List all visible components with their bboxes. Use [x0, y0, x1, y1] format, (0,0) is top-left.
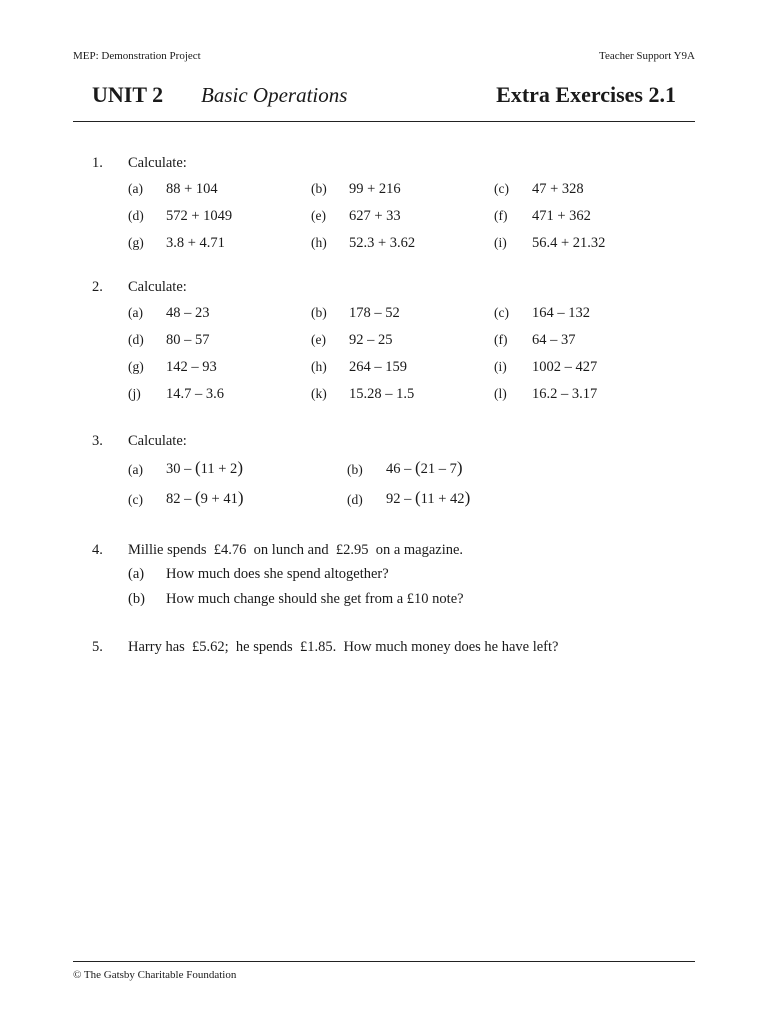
question-number: 4.	[92, 542, 103, 558]
item-label: (i)	[494, 359, 507, 374]
footer-rule	[73, 961, 695, 962]
item-label: (d)	[128, 332, 144, 347]
item-minuend: 92	[386, 491, 401, 507]
item-minuend: 82	[166, 491, 181, 507]
question-prompt: Calculate:	[128, 433, 187, 449]
item-minuend: 30	[166, 461, 181, 477]
item-label: (a)	[128, 462, 143, 477]
item-expression: 471 + 362	[532, 208, 591, 224]
item-expression: 92 – 25	[349, 332, 393, 348]
item-bracket-content: 11 + 2	[200, 461, 238, 477]
item-label: (b)	[347, 462, 363, 477]
question-prompt: Calculate:	[128, 279, 187, 295]
part-text: How much does she spend altogether?	[166, 566, 389, 582]
item-label: (h)	[311, 235, 327, 250]
item-label: (d)	[347, 492, 363, 507]
item-label: (f)	[494, 208, 508, 223]
item-expression: 15.28 – 1.5	[349, 386, 415, 402]
item-expression: 3.8 + 4.71	[166, 235, 225, 251]
item-expression: 99 + 216	[349, 181, 401, 197]
item-expression: 52.3 + 3.62	[349, 235, 416, 251]
header-left: MEP: Demonstration Project	[73, 50, 201, 62]
item-expression: 64 – 37	[532, 332, 576, 348]
item-label: (j)	[128, 386, 141, 401]
item-bracket-content: 21 – 7	[420, 461, 457, 477]
item-expression: 572 + 1049	[166, 208, 233, 224]
item-label: (c)	[128, 492, 143, 507]
item-expression: 164 – 132	[532, 305, 590, 321]
question-number: 1.	[92, 155, 103, 171]
item-label: (f)	[494, 332, 508, 347]
item-label: (e)	[311, 208, 326, 223]
part-text: How much change should she get from a £10 note?	[166, 591, 464, 607]
item-expression: 264 – 159	[349, 359, 407, 375]
item-label: (i)	[494, 235, 507, 250]
unit-title: UNIT 2	[92, 82, 164, 107]
question-number: 3.	[92, 433, 103, 449]
item-expression: 47 + 328	[532, 181, 584, 197]
footer-copyright: © The Gatsby Charitable Foundation	[73, 969, 237, 981]
item-expression: 1002 – 427	[532, 359, 598, 375]
question-number: 2.	[92, 279, 103, 295]
item-label: (h)	[311, 359, 327, 374]
item-expression: 16.2 – 3.17	[532, 386, 598, 402]
item-expression: 92 – (11 + 42)	[386, 488, 471, 507]
header-right: Teacher Support Y9A	[599, 50, 695, 62]
item-label: (d)	[128, 208, 144, 223]
unit-subtitle: Basic Operations	[201, 83, 348, 107]
question-text: Millie spends £4.76 on lunch and £2.95 on a magazine.	[128, 542, 464, 558]
item-expression: 14.7 – 3.6	[166, 386, 224, 402]
item-minuend: 46	[386, 461, 401, 477]
item-expression: 80 – 57	[166, 332, 210, 348]
item-expression: 46 – (21 – 7)	[386, 458, 463, 477]
item-expression: 56.4 + 21.32	[532, 235, 606, 251]
part-label: (b)	[128, 591, 145, 607]
item-expression: 627 + 33	[349, 208, 401, 224]
title-rule	[73, 121, 695, 122]
item-expression: 142 – 93	[166, 359, 217, 375]
item-label: (c)	[494, 305, 509, 320]
item-label: (a)	[128, 305, 143, 320]
question-number: 5.	[92, 639, 103, 655]
item-label: (c)	[494, 181, 509, 196]
item-label: (g)	[128, 359, 144, 374]
item-expression: 178 – 52	[349, 305, 400, 321]
question-prompt: Calculate:	[128, 155, 187, 171]
item-expression: 30 – (11 + 2)	[166, 458, 243, 477]
item-label: (k)	[311, 386, 327, 401]
item-label: (b)	[311, 181, 327, 196]
item-expression: 88 + 104	[166, 181, 218, 197]
question-text: Harry has £5.62; he spends £1.85. How much money does he have left?	[128, 639, 559, 655]
item-label: (a)	[128, 181, 143, 196]
item-label: (b)	[311, 305, 327, 320]
item-label: (g)	[128, 235, 144, 250]
item-expression: 48 – 23	[166, 305, 210, 321]
exercise-title: Extra Exercises 2.1	[496, 82, 676, 107]
part-label: (a)	[128, 566, 145, 582]
item-expression: 82 – (9 + 41)	[166, 488, 244, 507]
item-bracket-content: 9 + 41	[200, 491, 238, 507]
item-bracket-content: 11 + 42	[420, 491, 465, 507]
item-label: (e)	[311, 332, 326, 347]
item-label: (l)	[494, 386, 507, 401]
